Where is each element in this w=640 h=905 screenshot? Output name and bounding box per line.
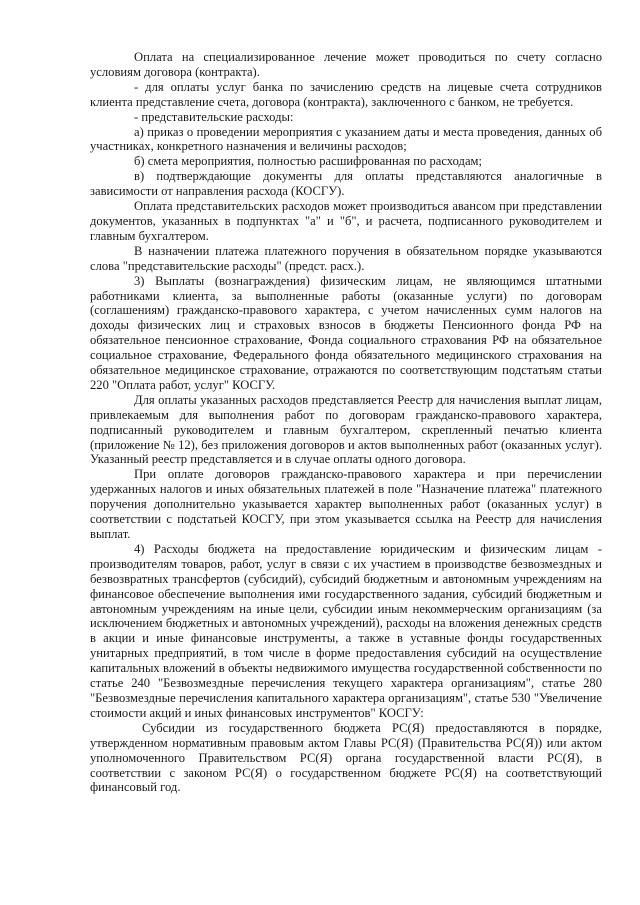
paragraph: 3) Выплаты (вознаграждения) физическим лицам, не являющимся штатными работниками клиента, за выполненные работы (оказанные услуги) по договорам (соглашениям) гражданско-правового характера, с учетом начисленных сумм налогов на доходы физических лиц и страховых взносов в бюджеты Пенсионного фонда РФ на обязательное пенсионное страхование, Фонда социального страхования РФ на обязательное социальное страхование, Федерального фонда обязательного медицинского страхования на обязательное медицинское страхование, отражаются по соответствующим подстатьям статьи 220 "Оплата работ, услуг" КОСГУ.	[90, 273, 602, 392]
paragraph: б) смета мероприятия, полностью расшифрованная по расходам;	[134, 154, 483, 169]
paragraph: Оплата на специализированное лечение может проводиться по счету согласно условиям договора (контракта).	[90, 50, 602, 79]
paragraph: - представительские расходы:	[134, 109, 294, 124]
paragraph: - для оплаты услуг банка по зачислению средств на лицевые счета сотрудников клиента представление счета, договора (контракта), заключенного с банком, не требуется.	[90, 79, 602, 109]
paragraph: В назначении платежа платежного поручения в обязательном порядке указываются слова "представительские расходы" (предст. расх.).	[90, 243, 602, 273]
paragraph: а) приказ о проведении мероприятия с указанием даты и места проведения, данных об участниках, конкретного назначения и величины расходов;	[90, 124, 602, 154]
paragraph: Субсидии из государственного бюджета РС(Я) предоставляются в порядке, утвержденном нормативным правовым актом Главы РС(Я) (Правительства РС(Я)) или актом уполномоченного Правительством РС(Я) органа государственной власти РС(Я), в соответствии с законом РС(Я) о государственном бюджете РС(Я) на соответствующий финансовый год.	[90, 720, 602, 795]
paragraph: в) подтверждающие документы для оплаты представляются аналогичные в зависимости от направления расхода (КОСГУ).	[90, 169, 602, 199]
paragraph: Оплата представительских расходов может производиться авансом при представлении документов, указанных в подпунктах "а" и "б", и расчета, подписанного руководителем и главным бухгалтером.	[90, 199, 602, 243]
document-body	[90, 50, 602, 795]
paragraph: 4) Расходы бюджета на предоставление юридическим и физическим лицам - производителям товаров, работ, услуг в связи с их участием в производстве безвозмездных и безвозвратных трансфертов (субсидий), субсидий бюджетным и автономным учреждениям на финансовое обеспечение выполнения ими государственного задания, субсидий бюджетным и автономным учреждениям на иные цели, субсидии иным некоммерческим организациям (за исключением бюджетных и автономных учреждений), расходы на вложения денежных средств в акции и иные финансовые инструменты, а также в уставные фонды государственных унитарных предприятий, в том числе в форме предоставления субсидий на осуществление капитальных вложений в объекты недвижимого имущества государственной собственности по статье 240 "Безвозмездные перечисления текущего характера организациям", статье 280 "Безвозмездные перечисления капитального характера организациям", статье 530 "Увеличение стоимости акций и иных финансовых инструментов" КОСГУ:	[90, 541, 602, 720]
paragraph: При оплате договоров гражданско-правового характера и при перечислении удержанных налогов и иных обязательных платежей в поле "Назначение платежа" платежного поручения дополнительно указывается характер выполненных работ (оказанных услуг) в соответствии с подстатьей КОСГУ, при этом указывается ссылка на Реестр для начисления выплат.	[90, 467, 602, 541]
paragraph: Для оплаты указанных расходов представляется Реестр для начисления выплат лицам, привлекаемым для выполнения работ по договорам гражданско-правового характера, подписанный руководителем и главным бухгалтером, скрепленный печатью клиента (приложение № 12), без приложения договоров и актов выполненных работ (оказанных услуг). Указанный реестр представляется и в случае оплаты одного договора.	[90, 392, 602, 467]
